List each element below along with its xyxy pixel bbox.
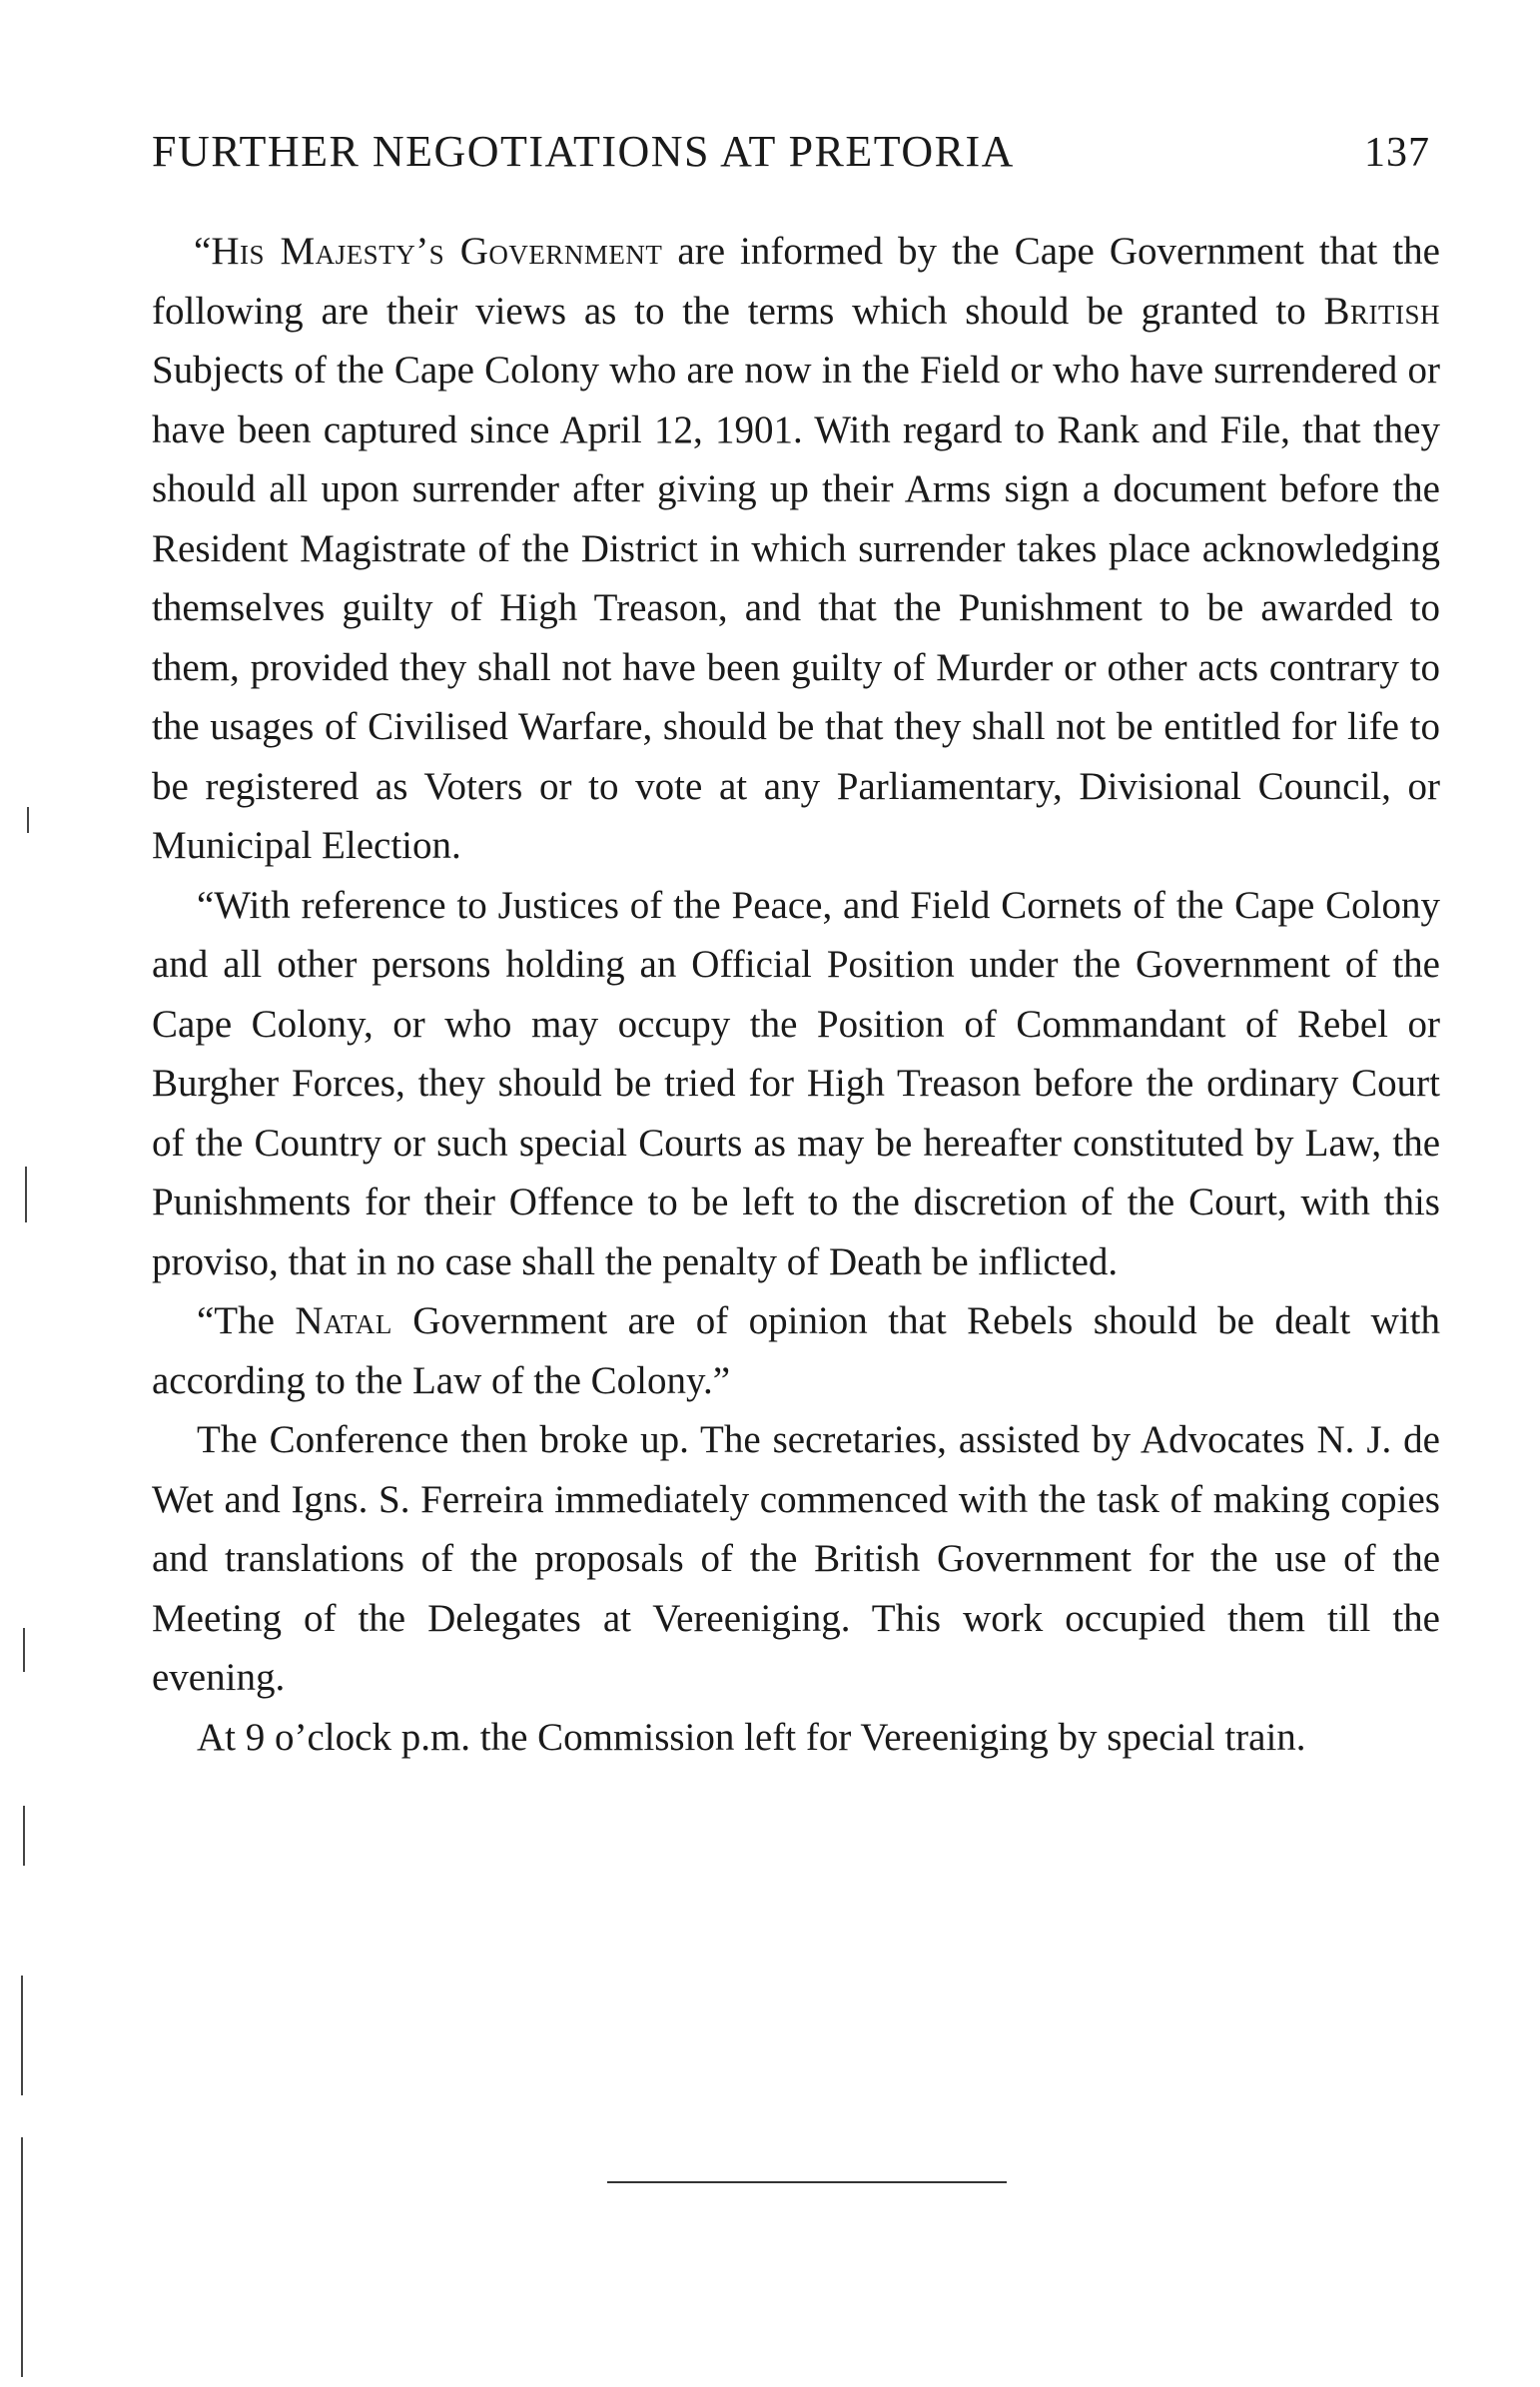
paragraph-conference-broke-up: The Conference then broke up. The secretaries, assisted by Advocates N. J. de Wet and Igns. S. Ferreira immediately commenced with the task of making copies and translations of the proposals of the British Government for the use of the Meeting of the Delegates at Vereeniging. This work occupied them till the evening. [152,1418,1440,1699]
body-text [152,222,1440,1767]
paragraph-text: Government are of opinion that Rebels should be dealt with according to the Law of the Colony.” [152,1299,1440,1402]
running-title: FURTHER NEGOTIATIONS AT PRETORIA [152,127,1015,176]
paragraph-text: “The [197,1299,296,1342]
his-majestys-government: His Majesty’s Government [211,230,663,273]
paragraph-commission-left: At 9 o’clock p.m. the Commission left for Vereeniging by special train. [197,1715,1306,1759]
page-number: 137 [1364,130,1430,176]
paragraph-text: are informed by the Cape Government that the following are their views as to the terms which should be granted to [152,230,1440,333]
section-divider [607,2181,1007,2183]
british-small-caps: British [1323,289,1440,333]
paragraph-justices-of-peace: “With reference to Justices of the Peace, and Field Cornets of the Cape Colony and all other persons holding an Official Position under the Government of the Cape Colony, or who may occupy the Position of Commandant of Rebel or Burgher Forces, they should be tried for High Treason before the ordinary Court of the Country or such special Courts as may be hereafter constituted by Law, the Punishments for their Offence to be left to the discretion of the Court, with this proviso, that in no case shall the penalty of Death be inflicted. [152,883,1440,1283]
gutter-mark [27,807,29,833]
gutter-mark [23,1806,25,1866]
gutter-mark [23,1628,25,1672]
open-quote: “ [194,230,212,273]
natal-small-caps: Natal [295,1299,392,1342]
gutter-mark [21,2137,23,2377]
gutter-mark [25,1167,27,1222]
running-head [152,126,1440,186]
gutter-mark [21,1976,23,2095]
paragraph-cape-government-views [152,222,1440,876]
paragraph-natal-government [152,1291,1440,1410]
paragraph-text: Subjects of the Cape Colony who are now in the Field or who have surrendered or have been captured since April 12, 1901. With regard to Rank and File, that they should all upon surrender after giving up their Arms sign a document before the Resident Magistrate of the District in which surrender takes place acknowledging themselves guilty of High Treason, and that the Punishment to be awarded to them, provided they shall not have been guilty of Murder or other acts contrary to the usages of Civilised Warfare, should be that they shall not be entitled for life to be registered as Voters or to vote at any Parliamentary, Divisional Council, or Municipal Election. [152,349,1440,867]
